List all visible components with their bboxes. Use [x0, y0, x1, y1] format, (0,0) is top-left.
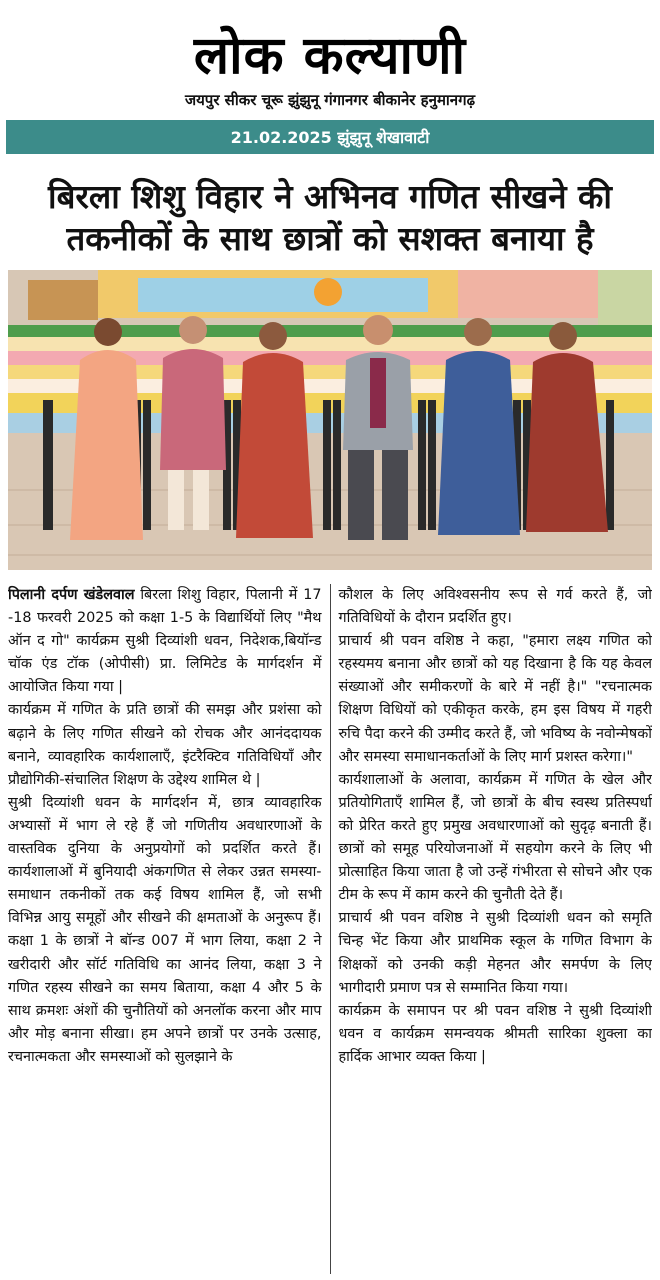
- article-paragraph: सुश्री दिव्यांशी धवन के मार्गदर्शन में, छात्र व्यावहारिक अभ्यासों में भाग ले रहे हैं जो गणितीय अवधारणाओं के वास्तविक दुनिया के अनुप्रयोगों को प्रदर्शित करते हैं। कार्यशालाओं में बुनियादी अंकगणित से लेकर उन्नत समस्या-समाधान तकनीकों तक कई विषय शामिल हैं, जो सभी विभिन्न आयु समूहों और सीखने की क्षमताओं के अनुरूप हैं। कक्षा 1 के छात्रों ने बॉन्ड 007 में भाग लिया, कक्षा 2 ने खरीदारी और सॉर्ट गतिविधि का आनंद लिया, कक्षा 3 ने गणित रहस्य सीखने का समय बिताया, कक्षा 4 और 5 के साथ क्रमशः अंशों की चुनौतियों को अनलॉक करना और माप और मोड़ बनाना सीखा। हम अपने छात्रों पर उनके उत्साह, रचनात्मकता और समस्याओं को सुलझाने के: [8, 794, 322, 1065]
- masthead: [0, 0, 660, 110]
- headline-line-2: तकनीकों के साथ छात्रों को सशक्त बनाया है: [66, 219, 594, 258]
- group-photo-image: [8, 270, 652, 570]
- article-paragraph: कौशल के लिए अविश्वसनीय रूप से गर्व करते हैं, जो गतिविधियों के दौरान प्रदर्शित हुए।: [338, 587, 652, 627]
- article-column-right: [331, 584, 653, 1274]
- article-paragraph: प्राचार्य श्री पवन वशिष्ठ ने कहा, "हमारा लक्ष्य गणित को रहस्यमय बनाना और छात्रों को यह दिखाना है कि यह केवल संख्याओं और समीकरणों के बारे में नहीं है।" "रचनात्मक शिक्षण विधियों को एकीकृत करके, हम इस विषय में गहरी रुचि पैदा करने की उम्मीद करते हैं, जो भविष्य के नवोन्मेषकों और समस्या समाधानकर्ताओं के लिए मार्ग प्रशस्त करेगा।": [338, 633, 652, 765]
- article-body: [8, 584, 652, 1274]
- article-column-left: [8, 584, 331, 1274]
- dateline-text: 21.02.2025 झुंझुनू शेखावाटी: [230, 128, 430, 147]
- edition-cities: जयपुर सीकर चूरू झुंझुनू गंगानगर बीकानेर हनुमानगढ़: [184, 91, 476, 109]
- article-headline: [8, 176, 652, 260]
- article-paragraph: कार्यशालाओं के अलावा, कार्यक्रम में गणित के खेल और प्रतियोगिताएँ शामिल हैं, जो छात्रों के बीच स्वस्थ प्रतिस्पर्धा को प्रेरित करते हुए प्रमुख अवधारणाओं को सुदृढ़ बनाती हैं। छात्रों को समूह परियोजनाओं में सहयोग करने के लिए भी प्रोत्साहित किया जाता है जो उन्हें गंभीरता से सोचने और एक टीम के रूप में काम करने की चुनौती देते हैं।: [338, 771, 652, 904]
- article-paragraph-text: बिरला शिशु विहार, पिलानी में 17 -18 फरवरी 2025 को कक्षा 1-5 के विद्यार्थियों लिए "मैथ ऑन द गो" कार्यक्रम सुश्री दिव्यांशी धवन, निदेशक,बियॉन्ड चॉक एंड टॉक (ओपीसी) प्रा. लिमिटेड के मार्गदर्शन में आयोजित किया गया |: [8, 587, 322, 696]
- article-paragraph: [8, 584, 322, 699]
- headline-line-1: बिरला शिशु विहार ने अभिनव गणित सीखने की: [48, 177, 612, 216]
- dateline-bar: [6, 120, 654, 154]
- group-photo: [8, 270, 652, 570]
- newspaper-name: लोक कल्याणी: [193, 26, 467, 86]
- article-paragraph: प्राचार्य श्री पवन वशिष्ठ ने सुश्री दिव्यांशी धवन को समृति चिन्ह भेंट किया और प्राथमिक स्कूल के गणित विभाग के शिक्षकों को उनकी कड़ी मेहनत और समर्पण के लिए भागीदारी प्रमाण पत्र से सम्मानित किया गया।: [338, 910, 652, 996]
- article-paragraph: कार्यक्रम में गणित के प्रति छात्रों की समझ और प्रशंसा को बढ़ाने के लिए गणित सीखने को रोचक और आनंददायक बनाने, व्यावहारिक कार्यशालाएँ, इंटरैक्टिव गतिविधियाँ और प्रौद्योगिकी-संचालित शिक्षण के उद्देश्य शामिल थे |: [8, 702, 322, 788]
- article-paragraph: कार्यक्रम के समापन पर श्री पवन वशिष्ठ ने सुश्री दिव्यांशी धवन व कार्यक्रम समन्वयक श्रीमती सारिका शुक्ला का हार्दिक आभार व्यक्त किया |: [338, 1002, 652, 1065]
- article-byline: पिलानी दर्पण खंडेलवाल: [8, 587, 135, 603]
